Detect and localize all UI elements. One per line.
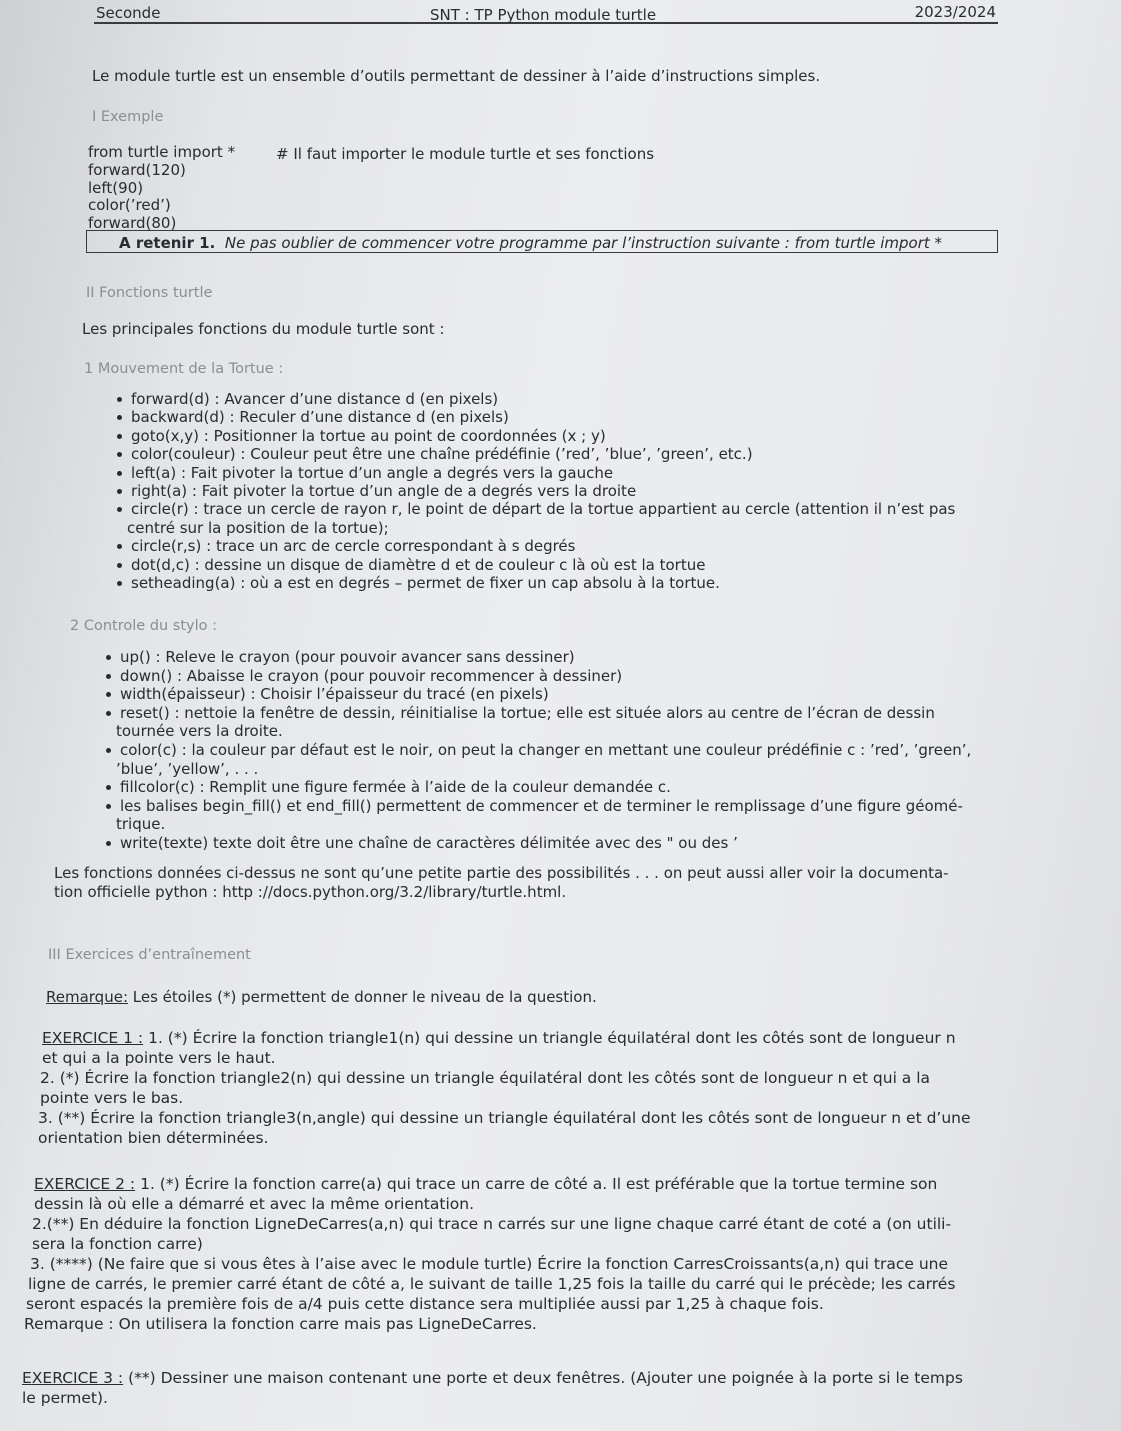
code-line: left(90): [88, 178, 144, 197]
list-item: fillcolor(c) : Remplit une figure fermée à l’aide de la couleur demandée c.: [120, 778, 971, 797]
list-item-text: circle(r) : trace un cercle de rayon r, le point de départ de la tortue appartient au cercle (attention il n’est pas: [131, 500, 956, 519]
footnote-line: Les fonctions données ci-dessus ne sont qu’une petite partie des possibilités . . . on peut aussi aller voir la documenta-: [54, 864, 949, 882]
subsection-pen-title: 2 Controle du stylo :: [70, 618, 217, 634]
code-line: from turtle import *: [88, 143, 236, 161]
list-item: dot(d,c) : dessine un disque de diamètre d et de couleur c là où est la tortue: [131, 556, 955, 574]
list-item-continuation: centré sur la position de la tortue);: [127, 518, 389, 537]
exercise-line: Remarque : On utilisera la fonction carre mais pas LigneDeCarres.: [24, 1315, 537, 1333]
exercise-line: et qui a la pointe vers le haut.: [42, 1049, 276, 1067]
exercise-line: dessin là où elle a démarré et avec la même orientation.: [34, 1195, 474, 1213]
section-2-intro: Les principales fonctions du module turtle sont :: [82, 320, 445, 338]
pen-function-list: [116, 648, 972, 853]
list-item: setheading(a) : où a est en degrés – permet de fixer un cap absolu à la tortue.: [131, 574, 955, 592]
exercise-line: pointe vers le bas.: [40, 1089, 184, 1107]
list-item: goto(x,y) : Positionner la tortue au point de coordonnées (x ; y): [131, 427, 955, 445]
exercise-line: EXERCICE 1 : 1. (*) Écrire la fonction triangle1(n) qui dessine un triangle équilatéral dont les côtés sont de longueur n: [42, 1029, 956, 1047]
exercise-label: EXERCICE 2 :: [34, 1175, 136, 1193]
exercise-1: [38, 1028, 971, 1148]
exercise-line: EXERCICE 3 : (**) Dessiner une maison contenant une porte et deux fenêtres. (Ajouter une poignée à la porte si le temps: [22, 1369, 963, 1387]
page-header: [94, 2, 998, 24]
exercise-line: le permet).: [22, 1389, 108, 1407]
exercise-line: seront espacés la première fois de a/4 puis cette distance sera multipliée aussi par 1,25 à chaque fois.: [26, 1295, 824, 1313]
footnote-line: tion officielle python : http ://docs.python.org/3.2/library/turtle.html.: [54, 882, 567, 901]
list-item: [116, 796, 971, 834]
code-line: color(’red’): [88, 196, 171, 215]
list-item: left(a) : Fait pivoter la tortue d’un angle a degrés vers la gauche: [131, 464, 955, 482]
header-class: Seconde: [96, 4, 161, 22]
movement-function-list: [127, 390, 956, 593]
list-item-continuation: trique.: [116, 815, 166, 834]
exercise-label: EXERCICE 3 :: [22, 1369, 124, 1387]
exercise-3: [22, 1368, 963, 1408]
remarque-line: [46, 988, 597, 1006]
list-item-continuation: ’blue’, ’yellow’, . . .: [116, 759, 259, 778]
list-item: [127, 500, 956, 537]
retenir-box: [86, 230, 998, 253]
list-item-continuation: tournée vers la droite.: [116, 722, 283, 741]
code-line: forward(120): [88, 160, 186, 179]
exercise-line: 2. (*) Écrire la fonction triangle2(n) qui dessine un triangle équilatéral dont les côtés sont de longueur n et qui a la: [40, 1069, 931, 1087]
list-item: write(texte) texte doit être une chaîne de caractères délimitée avec des " ou des ’: [120, 834, 971, 853]
exercise-line: 3. (****) (Ne faire que si vous êtes à l’aise avec le module turtle) Écrire la fonction CarresCroissants(a,n) qui trace une: [30, 1255, 949, 1273]
exercise-line: 3. (**) Écrire la fonction triangle3(n,angle) qui dessine un triangle équilatéral dont les côtés sont de longueur n et d’une: [38, 1109, 971, 1127]
intro-text: Le module turtle est un ensemble d’outils permettant de dessiner à l’aide d’instructions simples.: [92, 67, 821, 85]
code-line: forward(80): [88, 214, 177, 233]
code-example: [88, 144, 235, 233]
remarque-label: Remarque:: [46, 988, 128, 1006]
list-item-text: les balises begin_fill() et end_fill() permettent de commencer et de terminer le remplissage d’une figure géomé-: [120, 796, 963, 815]
section-1-title: I Exemple: [92, 109, 164, 125]
code-comment: # Il faut importer le module turtle et ses fonctions: [276, 145, 655, 163]
subsection-movement-title: 1 Mouvement de la Tortue :: [84, 361, 284, 377]
header-title: SNT : TP Python module turtle: [430, 6, 657, 24]
header-year: 2023/2024: [914, 3, 996, 21]
section-3-title: III Exercices d’entraînement: [48, 947, 251, 963]
exercise-line: ligne de carrés, le premier carré étant de côté a, le suivant de taille 1,25 fois la taille du carré qui le précède; les carrés: [28, 1275, 956, 1293]
list-item: right(a) : Fait pivoter la tortue d’un angle de a degrés vers la droite: [131, 482, 955, 500]
list-item: [116, 740, 972, 778]
list-item: [116, 703, 971, 741]
list-item: forward(d) : Avancer d’une distance d (en pixels): [131, 390, 955, 408]
list-item-text: color(c) : la couleur par défaut est le noir, on peut la changer en mettant une couleur prédéfinie c : ’red’, ’green’,: [120, 740, 972, 759]
exercise-line: sera la fonction carre): [32, 1235, 203, 1253]
list-item: down() : Abaisse le crayon (pour pouvoir recommencer à dessiner): [120, 667, 971, 686]
exercise-line: orientation bien déterminées.: [38, 1129, 269, 1147]
exercise-line: EXERCICE 2 : 1. (*) Écrire la fonction carre(a) qui trace un carre de côté a. Il est préférable que la tortue termine son: [34, 1175, 938, 1193]
list-item: color(couleur) : Couleur peut être une chaîne prédéfinie (’red’, ’blue’, ’green’, etc.): [131, 445, 955, 463]
remarque-text: Les étoiles (*) permettent de donner le niveau de la question.: [128, 988, 597, 1006]
list-item: width(épaisseur) : Choisir l’épaisseur du tracé (en pixels): [120, 685, 971, 704]
list-item-text: reset() : nettoie la fenêtre de dessin, réinitialise la tortue; elle est située alors au centre de l’écran de dessin: [120, 703, 935, 722]
retenir-label: A retenir 1.: [119, 234, 216, 252]
list-item: backward(d) : Reculer d’une distance d (en pixels): [131, 408, 955, 426]
exercise-label: EXERCICE 1 :: [42, 1029, 144, 1047]
footnote-paragraph: [54, 864, 949, 901]
list-item: circle(r,s) : trace un arc de cercle correspondant à s degrés: [131, 537, 955, 555]
list-item: up() : Releve le crayon (pour pouvoir avancer sans dessiner): [120, 648, 971, 667]
retenir-text: Ne pas oublier de commencer votre programme par l’instruction suivante : from turtle import *: [224, 234, 943, 252]
section-2-title: II Fonctions turtle: [86, 285, 213, 301]
exercise-2: [24, 1174, 956, 1334]
exercise-line: 2.(**) En déduire la fonction LigneDeCarres(a,n) qui trace n carrés sur une ligne chaque carré étant de coté a (on utili-: [32, 1215, 952, 1233]
